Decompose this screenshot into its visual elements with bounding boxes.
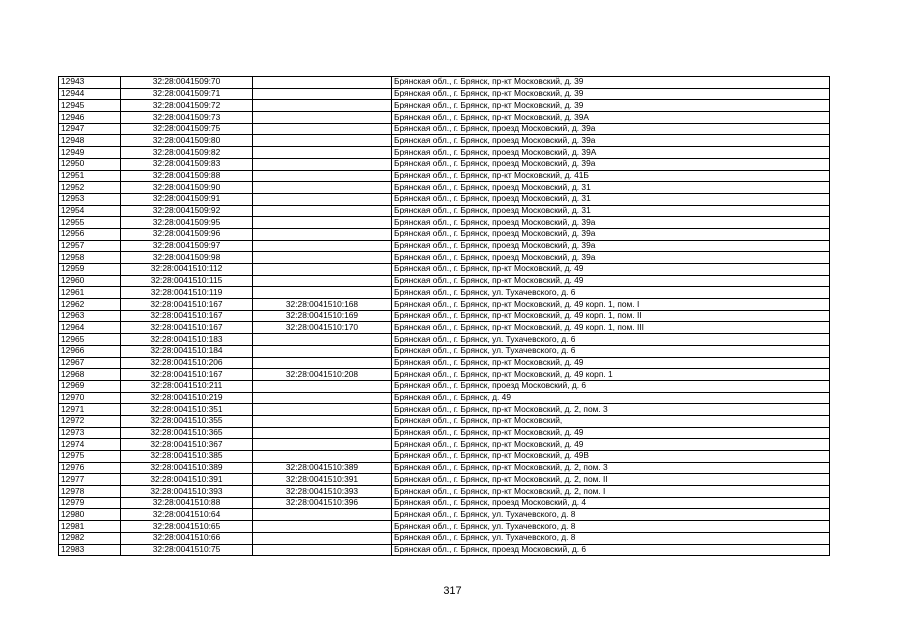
cadastral-number-cell: 32:28:0041510:167 [121, 322, 253, 334]
cadastral-number-cell: 32:28:0041510:211 [121, 380, 253, 392]
related-cadastral-number-cell: 32:28:0041510:168 [253, 299, 392, 311]
row-number-cell: 12952 [59, 182, 121, 194]
related-cadastral-number-cell [253, 287, 392, 299]
related-cadastral-number-cell [253, 275, 392, 287]
table-row [59, 77, 830, 89]
row-number-cell: 12976 [59, 462, 121, 474]
address-cell: Брянская обл., г. Брянск, пр-кт Московский, д. 39А [392, 112, 830, 124]
cadastral-number-cell: 32:28:0041509:96 [121, 228, 253, 240]
row-number-cell: 12945 [59, 100, 121, 112]
cadastral-number-cell: 32:28:0041510:219 [121, 392, 253, 404]
related-cadastral-number-cell [253, 88, 392, 100]
address-cell: Брянская обл., г. Брянск, пр-кт Московский, д. 39 [392, 88, 830, 100]
cadastral-number-cell: 32:28:0041510:119 [121, 287, 253, 299]
cadastral-number-cell: 32:28:0041509:75 [121, 123, 253, 135]
cadastral-number-cell: 32:28:0041510:64 [121, 509, 253, 521]
row-number-cell: 12959 [59, 264, 121, 276]
row-number-cell: 12950 [59, 158, 121, 170]
cadastral-number-cell: 32:28:0041510:355 [121, 415, 253, 427]
row-number-cell: 12962 [59, 299, 121, 311]
address-cell: Брянская обл., г. Брянск, ул. Тухачевского, д. 6 [392, 345, 830, 357]
cadastral-number-cell: 32:28:0041510:112 [121, 264, 253, 276]
cadastral-number-cell: 32:28:0041509:82 [121, 147, 253, 159]
table-row [59, 404, 830, 416]
address-cell: Брянская обл., г. Брянск, пр-кт Московский, д. 49 корп. 1, пом. III [392, 322, 830, 334]
address-cell: Брянская обл., г. Брянск, проезд Московский, д. 39а [392, 228, 830, 240]
table-row [59, 497, 830, 509]
address-cell: Брянская обл., г. Брянск, пр-кт Московский, д. 41Б [392, 170, 830, 182]
table-row [59, 228, 830, 240]
related-cadastral-number-cell [253, 427, 392, 439]
related-cadastral-number-cell: 32:28:0041510:393 [253, 486, 392, 498]
table-row [59, 451, 830, 463]
row-number-cell: 12971 [59, 404, 121, 416]
address-cell: Брянская обл., г. Брянск, пр-кт Московский, д. 39 [392, 77, 830, 89]
address-cell: Брянская обл., г. Брянск, пр-кт Московский, д. 49 [392, 427, 830, 439]
row-number-cell: 12949 [59, 147, 121, 159]
row-number-cell: 12957 [59, 240, 121, 252]
row-number-cell: 12981 [59, 521, 121, 533]
cadastral-number-cell: 32:28:0041509:72 [121, 100, 253, 112]
cadastral-number-cell: 32:28:0041509:91 [121, 193, 253, 205]
address-cell: Брянская обл., г. Брянск, проезд Московский, д. 31 [392, 205, 830, 217]
row-number-cell: 12978 [59, 486, 121, 498]
address-cell: Брянская обл., г. Брянск, проезд Московский, д. 6 [392, 380, 830, 392]
related-cadastral-number-cell [253, 264, 392, 276]
address-cell: Брянская обл., г. Брянск, пр-кт Московский, д. 49 [392, 439, 830, 451]
table-row [59, 544, 830, 556]
related-cadastral-number-cell [253, 380, 392, 392]
related-cadastral-number-cell [253, 135, 392, 147]
row-number-cell: 12973 [59, 427, 121, 439]
address-cell: Брянская обл., г. Брянск, проезд Московский, д. 39а [392, 252, 830, 264]
table-row [59, 170, 830, 182]
row-number-cell: 12947 [59, 123, 121, 135]
related-cadastral-number-cell [253, 521, 392, 533]
related-cadastral-number-cell [253, 357, 392, 369]
table-row [59, 275, 830, 287]
table-row [59, 240, 830, 252]
related-cadastral-number-cell [253, 123, 392, 135]
address-cell: Брянская обл., г. Брянск, ул. Тухачевского, д. 6 [392, 287, 830, 299]
row-number-cell: 12980 [59, 509, 121, 521]
table-row [59, 521, 830, 533]
table-row [59, 193, 830, 205]
table-row [59, 205, 830, 217]
table-row [59, 135, 830, 147]
cadastral-number-cell: 32:28:0041510:367 [121, 439, 253, 451]
table-row [59, 322, 830, 334]
address-cell: Брянская обл., г. Брянск, пр-кт Московский, д. 49В [392, 451, 830, 463]
row-number-cell: 12958 [59, 252, 121, 264]
related-cadastral-number-cell [253, 404, 392, 416]
address-cell: Брянская обл., г. Брянск, пр-кт Московский, д. 49 корп. 1, пом. I [392, 299, 830, 311]
address-cell: Брянская обл., г. Брянск, проезд Московский, д. 6 [392, 544, 830, 556]
related-cadastral-number-cell [253, 182, 392, 194]
related-cadastral-number-cell [253, 439, 392, 451]
table-row [59, 357, 830, 369]
cadastral-number-cell: 32:28:0041510:206 [121, 357, 253, 369]
row-number-cell: 12963 [59, 310, 121, 322]
table-row [59, 217, 830, 229]
table-row [59, 345, 830, 357]
related-cadastral-number-cell [253, 509, 392, 521]
related-cadastral-number-cell [253, 205, 392, 217]
related-cadastral-number-cell: 32:28:0041510:391 [253, 474, 392, 486]
table-row [59, 486, 830, 498]
table-row [59, 299, 830, 311]
cadastral-number-cell: 32:28:0041509:98 [121, 252, 253, 264]
cadastral-number-cell: 32:28:0041509:80 [121, 135, 253, 147]
related-cadastral-number-cell [253, 170, 392, 182]
table-row [59, 147, 830, 159]
address-cell: Брянская обл., г. Брянск, пр-кт Московский, д. 49 [392, 264, 830, 276]
table-row [59, 334, 830, 346]
table-row [59, 287, 830, 299]
cadastral-number-cell: 32:28:0041510:385 [121, 451, 253, 463]
related-cadastral-number-cell [253, 112, 392, 124]
row-number-cell: 12961 [59, 287, 121, 299]
related-cadastral-number-cell: 32:28:0041510:389 [253, 462, 392, 474]
row-number-cell: 12946 [59, 112, 121, 124]
cadastral-number-cell: 32:28:0041510:365 [121, 427, 253, 439]
registry-table-body [59, 77, 830, 556]
related-cadastral-number-cell [253, 217, 392, 229]
address-cell: Брянская обл., г. Брянск, проезд Московский, д. 39а [392, 135, 830, 147]
address-cell: Брянская обл., г. Брянск, пр-кт Московский, [392, 415, 830, 427]
table-row [59, 88, 830, 100]
row-number-cell: 12968 [59, 369, 121, 381]
row-number-cell: 12956 [59, 228, 121, 240]
cadastral-number-cell: 32:28:0041509:83 [121, 158, 253, 170]
cadastral-number-cell: 32:28:0041510:167 [121, 299, 253, 311]
related-cadastral-number-cell [253, 345, 392, 357]
address-cell: Брянская обл., г. Брянск, ул. Тухачевского, д. 8 [392, 532, 830, 544]
address-cell: Брянская обл., г. Брянск, проезд Московский, д. 39а [392, 217, 830, 229]
table-row [59, 123, 830, 135]
table-row [59, 509, 830, 521]
table-row [59, 532, 830, 544]
table-row [59, 392, 830, 404]
related-cadastral-number-cell [253, 415, 392, 427]
table-row [59, 427, 830, 439]
cadastral-number-cell: 32:28:0041510:393 [121, 486, 253, 498]
address-cell: Брянская обл., г. Брянск, проезд Московский, д. 39а [392, 123, 830, 135]
table-row [59, 369, 830, 381]
address-cell: Брянская обл., г. Брянск, пр-кт Московский, д. 2, пом. 3 [392, 462, 830, 474]
related-cadastral-number-cell [253, 100, 392, 112]
address-cell: Брянская обл., г. Брянск, пр-кт Московский, д. 49 корп. 1, пом. II [392, 310, 830, 322]
cadastral-number-cell: 32:28:0041509:97 [121, 240, 253, 252]
row-number-cell: 12955 [59, 217, 121, 229]
address-cell: Брянская обл., г. Брянск, ул. Тухачевского, д. 8 [392, 509, 830, 521]
cadastral-number-cell: 32:28:0041509:70 [121, 77, 253, 89]
related-cadastral-number-cell [253, 392, 392, 404]
row-number-cell: 12969 [59, 380, 121, 392]
address-cell: Брянская обл., г. Брянск, проезд Московский, д. 39а [392, 158, 830, 170]
row-number-cell: 12982 [59, 532, 121, 544]
cadastral-number-cell: 32:28:0041510:115 [121, 275, 253, 287]
address-cell: Брянская обл., г. Брянск, ул. Тухачевского, д. 8 [392, 521, 830, 533]
address-cell: Брянская обл., г. Брянск, пр-кт Московский, д. 39 [392, 100, 830, 112]
table-row [59, 380, 830, 392]
table-row [59, 264, 830, 276]
address-cell: Брянская обл., г. Брянск, проезд Московский, д. 31 [392, 182, 830, 194]
address-cell: Брянская обл., г. Брянск, проезд Московский, д. 39А [392, 147, 830, 159]
row-number-cell: 12979 [59, 497, 121, 509]
row-number-cell: 12977 [59, 474, 121, 486]
related-cadastral-number-cell [253, 193, 392, 205]
related-cadastral-number-cell [253, 451, 392, 463]
table-row [59, 158, 830, 170]
row-number-cell: 12943 [59, 77, 121, 89]
cadastral-number-cell: 32:28:0041510:184 [121, 345, 253, 357]
cadastral-number-cell: 32:28:0041509:90 [121, 182, 253, 194]
cadastral-number-cell: 32:28:0041510:351 [121, 404, 253, 416]
cadastral-number-cell: 32:28:0041510:183 [121, 334, 253, 346]
address-cell: Брянская обл., г. Брянск, ул. Тухачевского, д. 6 [392, 334, 830, 346]
cadastral-number-cell: 32:28:0041510:167 [121, 369, 253, 381]
cadastral-number-cell: 32:28:0041509:73 [121, 112, 253, 124]
address-cell: Брянская обл., г. Брянск, пр-кт Московский, д. 49 корп. 1 [392, 369, 830, 381]
cadastral-number-cell: 32:28:0041509:95 [121, 217, 253, 229]
related-cadastral-number-cell [253, 240, 392, 252]
row-number-cell: 12967 [59, 357, 121, 369]
related-cadastral-number-cell [253, 334, 392, 346]
related-cadastral-number-cell: 32:28:0041510:396 [253, 497, 392, 509]
address-cell: Брянская обл., г. Брянск, пр-кт Московский, д. 49 [392, 357, 830, 369]
row-number-cell: 12974 [59, 439, 121, 451]
row-number-cell: 12948 [59, 135, 121, 147]
row-number-cell: 12975 [59, 451, 121, 463]
cadastral-number-cell: 32:28:0041510:167 [121, 310, 253, 322]
table-row [59, 474, 830, 486]
row-number-cell: 12944 [59, 88, 121, 100]
address-cell: Брянская обл., г. Брянск, пр-кт Московский, д. 2, пом. 3 [392, 404, 830, 416]
related-cadastral-number-cell: 32:28:0041510:208 [253, 369, 392, 381]
cadastral-number-cell: 32:28:0041510:88 [121, 497, 253, 509]
row-number-cell: 12965 [59, 334, 121, 346]
row-number-cell: 12970 [59, 392, 121, 404]
row-number-cell: 12966 [59, 345, 121, 357]
row-number-cell: 12983 [59, 544, 121, 556]
address-cell: Брянская обл., г. Брянск, пр-кт Московский, д. 2, пом. I [392, 486, 830, 498]
table-row [59, 182, 830, 194]
related-cadastral-number-cell: 32:28:0041510:170 [253, 322, 392, 334]
related-cadastral-number-cell [253, 544, 392, 556]
cadastral-number-cell: 32:28:0041510:389 [121, 462, 253, 474]
cadastral-number-cell: 32:28:0041510:391 [121, 474, 253, 486]
page-number: 317 [443, 585, 462, 597]
property-registry-table [58, 76, 830, 556]
row-number-cell: 12964 [59, 322, 121, 334]
related-cadastral-number-cell [253, 252, 392, 264]
row-number-cell: 12960 [59, 275, 121, 287]
cadastral-number-cell: 32:28:0041510:65 [121, 521, 253, 533]
related-cadastral-number-cell [253, 77, 392, 89]
related-cadastral-number-cell [253, 228, 392, 240]
address-cell: Брянская обл., г. Брянск, проезд Московский, д. 39а [392, 240, 830, 252]
address-cell: Брянская обл., г. Брянск, пр-кт Московский, д. 2, пом. II [392, 474, 830, 486]
cadastral-number-cell: 32:28:0041509:92 [121, 205, 253, 217]
related-cadastral-number-cell [253, 147, 392, 159]
cadastral-number-cell: 32:28:0041510:66 [121, 532, 253, 544]
table-row [59, 415, 830, 427]
address-cell: Брянская обл., г. Брянск, д. 49 [392, 392, 830, 404]
row-number-cell: 12953 [59, 193, 121, 205]
row-number-cell: 12951 [59, 170, 121, 182]
related-cadastral-number-cell [253, 158, 392, 170]
table-row [59, 112, 830, 124]
table-row [59, 439, 830, 451]
table-row [59, 310, 830, 322]
row-number-cell: 12972 [59, 415, 121, 427]
cadastral-number-cell: 32:28:0041509:88 [121, 170, 253, 182]
row-number-cell: 12954 [59, 205, 121, 217]
table-row [59, 100, 830, 112]
address-cell: Брянская обл., г. Брянск, пр-кт Московский, д. 49 [392, 275, 830, 287]
related-cadastral-number-cell: 32:28:0041510:169 [253, 310, 392, 322]
related-cadastral-number-cell [253, 532, 392, 544]
cadastral-number-cell: 32:28:0041510:75 [121, 544, 253, 556]
table-row [59, 252, 830, 264]
address-cell: Брянская обл., г. Брянск, проезд Московский, д. 4 [392, 497, 830, 509]
address-cell: Брянская обл., г. Брянск, проезд Московский, д. 31 [392, 193, 830, 205]
cadastral-number-cell: 32:28:0041509:71 [121, 88, 253, 100]
table-row [59, 462, 830, 474]
